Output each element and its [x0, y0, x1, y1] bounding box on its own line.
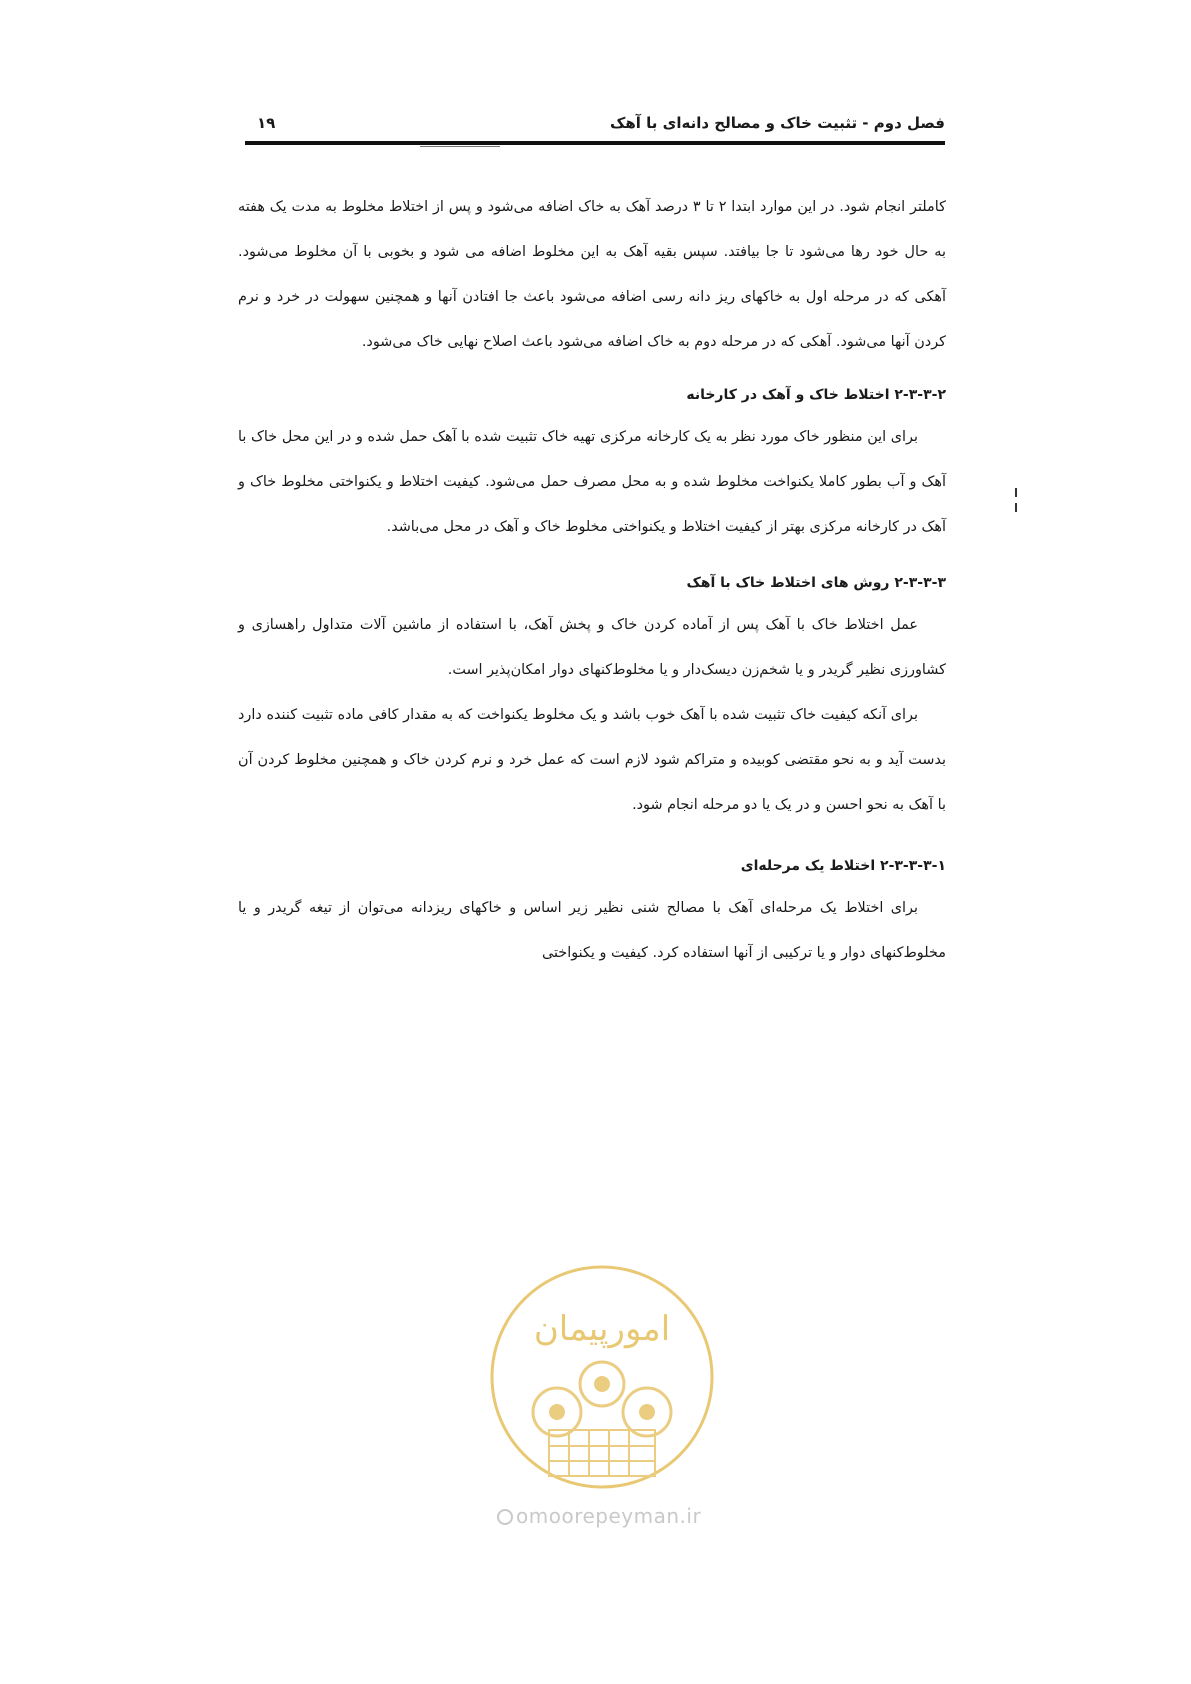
- section-heading: ۲-۳-۳-۳ روش های اختلاط خاک با آهک: [686, 575, 946, 591]
- paragraph: کاملتر انجام شود. در این موارد ابتدا ۲ تا ۳ درصد آهک به خاک اضافه می‌شود و پس از اختلاط مخلوط به مدت یک هفته به حال خود رها می‌شود تا جا بیافتد. سپس بقیه آهک به این مخلوط اضافه می شود و بخوبی با آن مخلوط می‌شود. آهکی که در مرحله اول به خاکهای ریز دانه رسی اضافه می‌شود باعث جا افتادن آنها و همچنین سهولت در خرد و نرم کردن آنها می‌شود. آهکی که در مرحله دوم به خاک اضافه می‌شود باعث اصلاح نهایی خاک می‌شود.: [238, 199, 946, 350]
- watermark-stamp: [487, 1262, 717, 1492]
- page-body: [238, 185, 946, 976]
- page-number: ۱۹: [257, 114, 276, 132]
- chapter-title: فصل دوم - تثبیت خاک و مصالح دانه‌ای با آهک: [609, 114, 945, 132]
- paragraph: عمل اختلاط خاک با آهک پس از آماده کردن خاک و پخش آهک، با استفاده از ماشین آلات متداول راهسازی و کشاورزی نظیر گریدر و یا شخم‌زن دیسک‌دار و یا مخلوط‌کنهای دوار امکان‌پذیر است.: [238, 617, 946, 678]
- page-header: [245, 110, 945, 144]
- section-heading: ۲-۳-۳-۲ اختلاط خاک و آهک در کارخانه: [686, 387, 946, 403]
- paragraph: برای این منظور خاک مورد نظر به یک کارخانه مرکزی تهیه خاک تثبیت شده با آهک حمل شده و در این محل خاک با آهک و آب بطور کاملا یکنواخت مخلوط شده و به محل مصرف حمل می‌شود. کیفیت اختلاط و یکنواختی مخلوط خاک و آهک در کارخانه مرکزی بهتر از کیفیت اختلاط و یکنواختی مخلوط خاک و آهک در محل می‌باشد.: [238, 429, 946, 535]
- at-icon: [497, 1509, 513, 1525]
- paragraph: برای اختلاط یک مرحله‌ای آهک با مصالح شنی نظیر زیر اساس و خاکهای ریزدانه می‌توان از تیغه گریدر و یا مخلوط‌کنهای دوار و یا ترکیبی از آنها استفاده کرد. کیفیت و یکنواختی: [238, 900, 946, 961]
- header-rule-thin: [420, 146, 500, 147]
- watermark-url: [497, 1504, 701, 1528]
- header-rule: [245, 141, 945, 145]
- watermark-url-text: omoorepeyman.ir: [516, 1504, 702, 1528]
- stamp-logo-text: امورپیمان: [533, 1309, 671, 1349]
- paragraph: برای آنکه کیفیت خاک تثبیت شده با آهک خوب باشد و یک مخلوط یکنواخت که به مقدار کافی ماده تثبیت کننده دارد بدست آید و به نحو مقتضی کوبیده و متراکم شود لازم است که عمل خرد و نرم کردن خاک و همچنین مخلوط کردن آن با آهک به نحو احسن و در یک یا دو مرحله انجام شود.: [238, 707, 946, 813]
- margin-mark: [1015, 488, 1017, 516]
- section-heading: ۲-۳-۳-۳-۱ اختلاط یک مرحله‌ای: [740, 858, 946, 874]
